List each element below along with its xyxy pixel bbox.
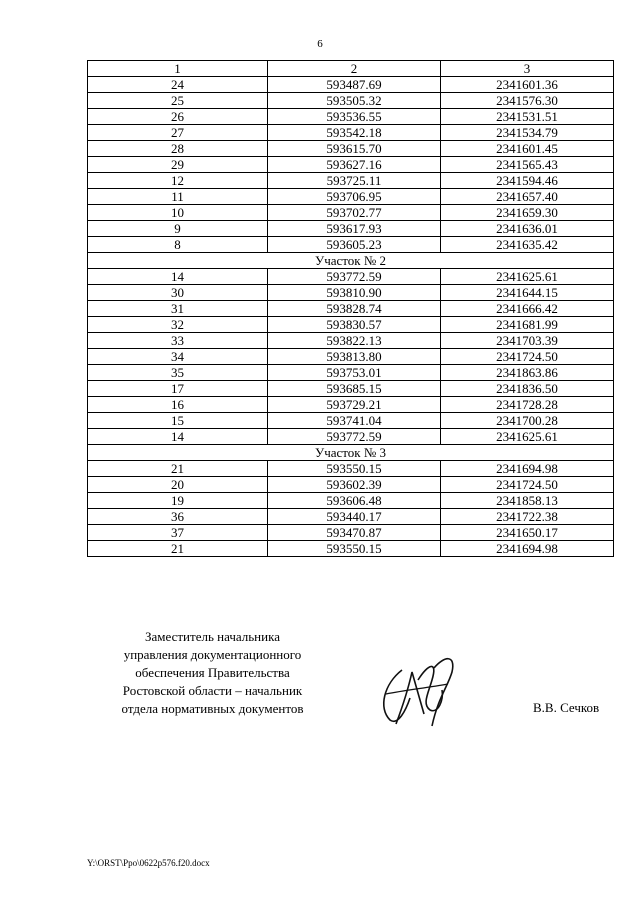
table-row bbox=[88, 333, 614, 349]
table-cell: 19 bbox=[88, 493, 268, 509]
table-cell: 593550.15 bbox=[268, 461, 441, 477]
table-cell: 21 bbox=[88, 461, 268, 477]
table-cell: 593685.15 bbox=[268, 381, 441, 397]
table-row bbox=[88, 221, 614, 237]
table-cell: 2341625.61 bbox=[441, 269, 614, 285]
table-cell: 2341694.98 bbox=[441, 541, 614, 557]
table-cell: 2341666.42 bbox=[441, 301, 614, 317]
table-cell: 2341635.42 bbox=[441, 237, 614, 253]
table-cell: 593725.11 bbox=[268, 173, 441, 189]
table-row bbox=[88, 461, 614, 477]
table-cell: 593536.55 bbox=[268, 109, 441, 125]
table-cell: 593605.23 bbox=[268, 237, 441, 253]
table-cell: 2341722.38 bbox=[441, 509, 614, 525]
table-cell: 35 bbox=[88, 365, 268, 381]
table-row bbox=[88, 317, 614, 333]
table-cell: 593505.32 bbox=[268, 93, 441, 109]
section-row bbox=[88, 253, 614, 269]
table-row bbox=[88, 301, 614, 317]
table-cell: 2 bbox=[268, 61, 441, 77]
table-cell: 2341700.28 bbox=[441, 413, 614, 429]
table-cell: 593772.59 bbox=[268, 269, 441, 285]
table-cell: 593830.57 bbox=[268, 317, 441, 333]
table-cell: 593487.69 bbox=[268, 77, 441, 93]
table-row bbox=[88, 173, 614, 189]
table-cell: 20 bbox=[88, 477, 268, 493]
table-cell: 2341728.28 bbox=[441, 397, 614, 413]
table-cell: 593440.17 bbox=[268, 509, 441, 525]
table-cell: 14 bbox=[88, 429, 268, 445]
handwritten-signature-icon bbox=[372, 650, 462, 730]
table-cell: 32 bbox=[88, 317, 268, 333]
table-cell: 593822.13 bbox=[268, 333, 441, 349]
table-row bbox=[88, 269, 614, 285]
table-cell: 21 bbox=[88, 541, 268, 557]
table-cell: 8 bbox=[88, 237, 268, 253]
table-row bbox=[88, 285, 614, 301]
table-cell: 34 bbox=[88, 349, 268, 365]
table-cell: 593813.80 bbox=[268, 349, 441, 365]
table-cell: 2341625.61 bbox=[441, 429, 614, 445]
table-cell: 593615.70 bbox=[268, 141, 441, 157]
table-row bbox=[88, 541, 614, 557]
signatory-title-line: отдела нормативных документов bbox=[121, 701, 304, 716]
table-cell: 2341636.01 bbox=[441, 221, 614, 237]
table-cell: 2341858.13 bbox=[441, 493, 614, 509]
table-row bbox=[88, 349, 614, 365]
page-number: 6 bbox=[317, 38, 323, 50]
coordinates-table bbox=[87, 60, 614, 557]
table-row bbox=[88, 157, 614, 173]
table-cell: 2341657.40 bbox=[441, 189, 614, 205]
table-cell: 2341703.39 bbox=[441, 333, 614, 349]
table-cell: 12 bbox=[88, 173, 268, 189]
table-cell: 2341659.30 bbox=[441, 205, 614, 221]
signatory-title bbox=[110, 628, 315, 718]
table-cell: 2341724.50 bbox=[441, 477, 614, 493]
table-cell: 2341644.15 bbox=[441, 285, 614, 301]
table-cell: 16 bbox=[88, 397, 268, 413]
table-cell: 26 bbox=[88, 109, 268, 125]
table-cell: 593810.90 bbox=[268, 285, 441, 301]
table-row bbox=[88, 397, 614, 413]
table-cell: 593706.95 bbox=[268, 189, 441, 205]
table-cell: 593753.01 bbox=[268, 365, 441, 381]
table-cell: 30 bbox=[88, 285, 268, 301]
section-title-cell: Участок № 3 bbox=[88, 445, 614, 461]
table-cell: 593772.59 bbox=[268, 429, 441, 445]
table-cell: 9 bbox=[88, 221, 268, 237]
table-cell: 2341694.98 bbox=[441, 461, 614, 477]
table-cell: 593470.87 bbox=[268, 525, 441, 541]
section-row bbox=[88, 445, 614, 461]
table-row bbox=[88, 477, 614, 493]
section-title-cell: Участок № 2 bbox=[88, 253, 614, 269]
signatory-title-line: Заместитель начальника bbox=[145, 629, 280, 644]
table-cell: 593627.16 bbox=[268, 157, 441, 173]
signatory-title-line: управления документационного bbox=[123, 647, 302, 662]
table-cell: 593550.15 bbox=[268, 541, 441, 557]
table-cell: 2341601.45 bbox=[441, 141, 614, 157]
signatory-name: В.В. Сечков bbox=[533, 700, 600, 715]
table-cell: 593617.93 bbox=[268, 221, 441, 237]
coordinates-table-body bbox=[88, 61, 614, 557]
table-row bbox=[88, 525, 614, 541]
table-row bbox=[88, 365, 614, 381]
table-cell: 593741.04 bbox=[268, 413, 441, 429]
table-row bbox=[88, 93, 614, 109]
table-cell: 2341594.46 bbox=[441, 173, 614, 189]
table-cell: 15 bbox=[88, 413, 268, 429]
table-cell: 24 bbox=[88, 77, 268, 93]
table-row bbox=[88, 189, 614, 205]
table-cell: 593702.77 bbox=[268, 205, 441, 221]
table-cell: 1 bbox=[88, 61, 268, 77]
table-cell: 2341601.36 bbox=[441, 77, 614, 93]
table-row bbox=[88, 61, 614, 77]
table-row bbox=[88, 141, 614, 157]
table-cell: 29 bbox=[88, 157, 268, 173]
signatory-title-line: Ростовской области – начальник bbox=[122, 683, 303, 698]
table-row bbox=[88, 205, 614, 221]
table-cell: 2341863.86 bbox=[441, 365, 614, 381]
table-row bbox=[88, 493, 614, 509]
signatory-title-line: обеспечения Правительства bbox=[135, 665, 290, 680]
table-row bbox=[88, 413, 614, 429]
table-cell: 11 bbox=[88, 189, 268, 205]
table-cell: 2341724.50 bbox=[441, 349, 614, 365]
table-cell: 2341836.50 bbox=[441, 381, 614, 397]
table-cell: 2341650.17 bbox=[441, 525, 614, 541]
table-cell: 2341565.43 bbox=[441, 157, 614, 173]
table-cell: 27 bbox=[88, 125, 268, 141]
table-cell: 25 bbox=[88, 93, 268, 109]
table-cell: 37 bbox=[88, 525, 268, 541]
table-cell: 17 bbox=[88, 381, 268, 397]
table-row bbox=[88, 237, 614, 253]
table-cell: 593828.74 bbox=[268, 301, 441, 317]
table-cell: 33 bbox=[88, 333, 268, 349]
table-cell: 2341681.99 bbox=[441, 317, 614, 333]
table-cell: 36 bbox=[88, 509, 268, 525]
table-cell: 2341576.30 bbox=[441, 93, 614, 109]
table-row bbox=[88, 429, 614, 445]
file-path: Y:\ORST\Ppo\0622p576.f20.docx bbox=[87, 858, 210, 868]
table-cell: 593542.18 bbox=[268, 125, 441, 141]
table-row bbox=[88, 125, 614, 141]
table-cell: 593606.48 bbox=[268, 493, 441, 509]
table-cell: 593729.21 bbox=[268, 397, 441, 413]
table-cell: 3 bbox=[441, 61, 614, 77]
table-cell: 593602.39 bbox=[268, 477, 441, 493]
table-row bbox=[88, 381, 614, 397]
table-cell: 2341534.79 bbox=[441, 125, 614, 141]
table-cell: 28 bbox=[88, 141, 268, 157]
table-cell: 31 bbox=[88, 301, 268, 317]
table-cell: 10 bbox=[88, 205, 268, 221]
table-cell: 14 bbox=[88, 269, 268, 285]
table-row bbox=[88, 509, 614, 525]
table-row bbox=[88, 77, 614, 93]
table-cell: 2341531.51 bbox=[441, 109, 614, 125]
table-row bbox=[88, 109, 614, 125]
